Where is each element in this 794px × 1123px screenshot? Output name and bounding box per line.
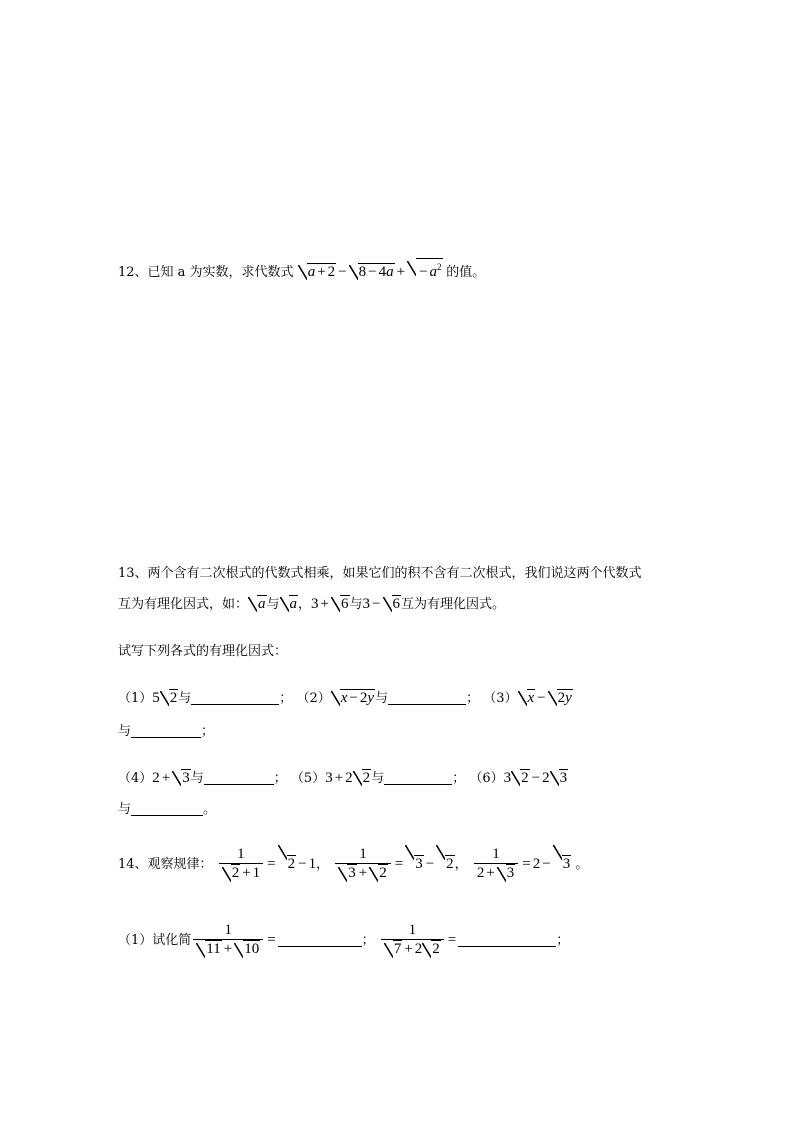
q12-prefix: 12、已知 a 为实数，求代数式 xyxy=(118,265,294,280)
question-14: 14、观察规律： $\frac{1}{2 + 1}$ = 2 − 1， $\frac{1}{3 + 2}$ = 3 − 2， $\frac{1}{2 + 3}$ = 2 − 3 。 xyxy=(118,842,588,887)
answer-blank-3[interactable] xyxy=(131,723,201,738)
answer-blank-6[interactable] xyxy=(131,801,203,816)
question-13-line2: 互为有理化因式，如： a与 a，3 + 6与3 − 6互为有理化因式。 xyxy=(118,596,506,612)
question-13-items-1-3: （1）5 2与 ； （2） x − 2y与 ； （3） x − 2y xyxy=(118,690,572,706)
answer-blank-2[interactable] xyxy=(388,690,466,705)
answer-blank-7[interactable] xyxy=(278,932,362,947)
q12-expression: a + 2 − 8 − 4a + − $a^2$ xyxy=(298,264,447,280)
question-12 xyxy=(118,258,485,283)
question-13-instruction: 试写下列各式的有理化因式： xyxy=(118,644,288,659)
answer-blank-5[interactable] xyxy=(384,770,452,785)
question-13-items-4-6: （4）2 + 3与 ； （5）3 + 2 2与 ； （6）3 2 − 2 3 xyxy=(118,770,568,786)
question-13-line1: 13、两个含有二次根式的代数式相乘，如果它们的积不含有二次根式，我们说这两个代数式 xyxy=(118,566,642,581)
answer-blank-4[interactable] xyxy=(204,770,274,785)
answer-blank-8[interactable] xyxy=(458,932,556,947)
question-14-part1: （1）试化简 $\frac{1}{11 + 10}$ = ； $\frac{1}{7 + 2 2}$ = ； xyxy=(118,922,570,958)
question-13-item-6-cont: 与 。 xyxy=(118,802,217,817)
answer-blank-1[interactable] xyxy=(191,690,279,705)
q12-suffix: 的值。 xyxy=(446,265,486,280)
question-13-item-3-cont: 与 ； xyxy=(118,724,215,739)
